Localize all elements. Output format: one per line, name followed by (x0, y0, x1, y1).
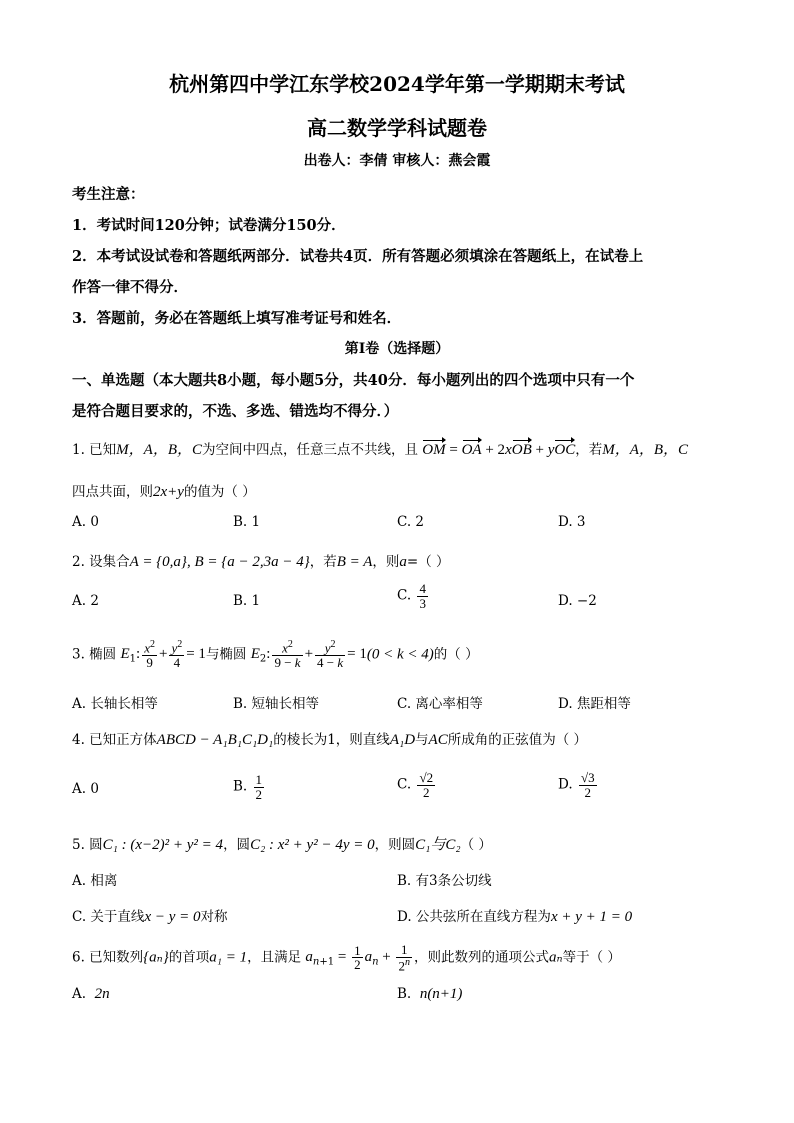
q3-ellipse-2: $E_2$: $\frac{x^2}{9 - k}$ + $\frac{y^2}{4 - k}$ = 1 (250, 639, 367, 670)
q5-sep: ，圆 (223, 837, 251, 853)
q5-tail: ，则圆 (374, 837, 416, 853)
q1-option-a: A. 0 (72, 514, 99, 530)
q1-option-c: C. 2 (397, 514, 425, 530)
q6-recurrence: $a_{n+1}$ = $\frac{1}{2}$ $a_n$ + $\frac{1}{2^n}$ (305, 942, 410, 973)
q6-post: ，则此数列的通项公式 (413, 949, 549, 966)
q4-line-2: AC (428, 732, 448, 748)
q5-option-c: C. 关于直线x − y = 0对称 (72, 909, 228, 925)
q5-option-b: B. 有3条公切线 (397, 873, 492, 889)
q3-range: (0 < k < 4) (366, 646, 434, 663)
q4-mid2: 与 (415, 732, 429, 748)
q4-option-c-fraction: $\frac{√2}{2}$ (419, 770, 434, 800)
section-description-cont: 是符合题目要求的，不选、多选、错选均不得分．） (72, 403, 399, 420)
q5-relation: C₁与C₂ (415, 837, 461, 853)
q3-mid: 与椭圆 (205, 646, 247, 663)
notice-item-1: 1．考试时间120分钟；试卷满分150分． (72, 217, 346, 234)
q1-option-d: D. 3 (558, 514, 586, 530)
q3-option-c: C. 离心率相等 (397, 696, 483, 712)
q2-equality: B = A (336, 554, 373, 570)
q1-expression: 2x+y (153, 484, 184, 500)
exam-title: 杭州第四中学江东学校2024学年第一学期期末考试 (169, 72, 625, 96)
question-3 (72, 640, 479, 670)
q2-option-c (397, 582, 430, 610)
q2-post: =（ ） (406, 554, 450, 570)
q5-option-a: A. 相离 (72, 873, 118, 889)
notice-item-3: 3．答题前，务必在答题纸上填写准考证号和姓名． (72, 310, 402, 327)
q2-set-a: A = {0,a} (129, 554, 187, 570)
q2-var: a (399, 554, 407, 570)
q4-option-a: A. 0 (72, 781, 99, 797)
notice-item-2-cont: 作答一律不得分． (72, 279, 188, 296)
section-description: 一、单选题（本大题共8小题，每小题5分，共40分．每小题列出的四个选项中只有一个 (72, 372, 635, 389)
q2-option-d: D. −2 (558, 593, 597, 609)
q6-sequence: {aₙ} (143, 949, 169, 966)
q5-prefix: 5. 圆 (72, 837, 103, 853)
q3-prefix: 3. 椭圆 (72, 646, 117, 663)
q2-option-b: B. 1 (233, 593, 261, 609)
question-1-cont (72, 480, 256, 501)
q3-ellipse-1: $E_1$: $\frac{x^2}{9}$ + $\frac{y^2}{4}$ = 1 (120, 639, 206, 670)
q3-post: 的（ ） (433, 646, 479, 663)
q5-circle-2: C₂ : x² + y² − 4y = 0 (250, 837, 375, 853)
notice-heading: 考生注意： (72, 186, 145, 203)
q1-points: M，A，B，C (116, 442, 202, 458)
q4-prefix: 4. 已知正方体 (72, 732, 157, 748)
q6-mid: 的首项 (168, 949, 210, 966)
q6-option-a: A. 2n (72, 986, 110, 1002)
q6-option-b: B. n(n+1) (397, 986, 463, 1002)
q4-cube: ABCD − A₁B₁C₁D₁ (156, 732, 274, 748)
q1-vector-equation: OM = OA + 2xOB + yOC (422, 442, 576, 458)
q1-option-b: B. 1 (233, 514, 261, 530)
q5-post: （ ） (460, 837, 492, 853)
question-1 (72, 438, 688, 459)
q4-option-b: B. $\frac{1}{2}$ (233, 772, 263, 802)
q5-option-d-equation: x + y + 1 = 0 (550, 909, 633, 925)
q5-option-d: D. 公共弦所在直线方程为x + y + 1 = 0 (397, 909, 633, 925)
notice-item-2: 2．本考试设试卷和答题纸两部分．试卷共4页．所有答题必须填涂在答题纸上，在试卷上 (72, 248, 644, 265)
q2-cond: ，若 (309, 554, 337, 570)
q2-ask: ，则 (372, 554, 400, 570)
q4-mid: 的棱长为1，则直线 (273, 732, 390, 748)
question-6 (72, 943, 621, 973)
q5-circle-1: C₁ : (x−2)² + y² = 4 (102, 837, 224, 853)
q4-option-b-fraction: $\frac{1}{2}$ (255, 772, 263, 802)
q4-option-d-fraction: $\frac{√3}{2}$ (580, 770, 595, 800)
q1-ask: 的值为（ ） (183, 484, 256, 500)
q3-option-a: A. 长轴长相等 (72, 696, 158, 712)
q6-option-b-expr: n(n+1) (419, 986, 463, 1002)
q6-option-a-expr: 2n (94, 986, 110, 1002)
q6-general-term: aₙ (548, 949, 563, 966)
question-2: 2. 设集合A = {0,a}, B = {a − 2,3a − 4}，若B = A，则a=（ ） (72, 554, 450, 570)
q2-set-b: B = {a − 2,3a − 4} (194, 554, 310, 570)
q4-option-c: C. $\frac{√2}{2}$ (397, 770, 434, 800)
q6-first-term: a₁ = 1 (209, 949, 248, 966)
q5-option-c-equation: x − y = 0 (144, 909, 201, 925)
q1-tail: ，若 (575, 442, 603, 458)
q2-option-c-fraction: $\frac{4}{3}$ (419, 581, 426, 611)
q3-option-b: B. 短轴长相等 (233, 696, 320, 712)
question-4 (72, 728, 587, 749)
q6-prefix: 6. 已知数列 (72, 949, 144, 966)
question-5 (72, 833, 492, 854)
section-title: 第Ⅰ卷（选择题） (344, 341, 450, 357)
q4-option-d: D. $\frac{√3}{2}$ (558, 770, 595, 800)
q1-line2: 四点共面，则 (72, 484, 153, 500)
q6-post2: 等于（ ） (562, 949, 621, 966)
q2-option-c-label: C. (397, 587, 412, 604)
q2-option-a: A. 2 (72, 593, 99, 609)
q1-text: 为空间中四点，任意三点不共线，且 (202, 442, 418, 458)
exam-subtitle: 高二数学学科试题卷 (307, 116, 487, 140)
q4-post: 所成角的正弦值为（ ） (447, 732, 587, 748)
q6-cond: ，且满足 (247, 949, 302, 966)
q2-prefix: 2. 设集合 (72, 554, 130, 570)
exam-authors: 出卷人：李倩 审核人：燕会霞 (303, 153, 491, 169)
q4-line-1: A₁D (389, 732, 416, 748)
q1-prefix: 1. 已知 (72, 442, 117, 458)
q1-points-2: M，A，B，C (602, 442, 689, 458)
q3-option-d: D. 焦距相等 (558, 696, 631, 712)
